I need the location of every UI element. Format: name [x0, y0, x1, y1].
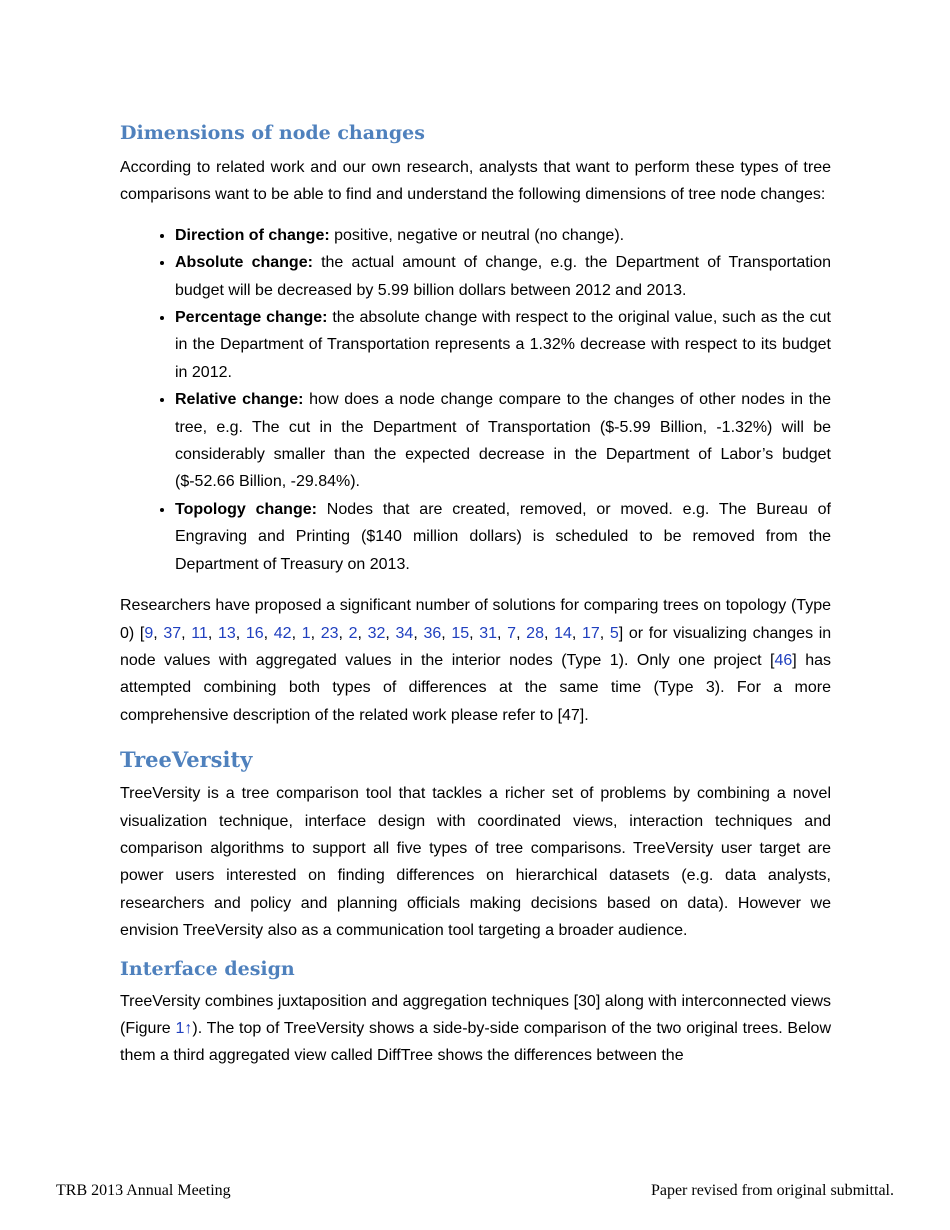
citation-separator: ,	[599, 624, 610, 642]
heading-dimensions: Dimensions of node changes	[120, 122, 425, 144]
citation-separator: ,	[469, 624, 480, 642]
list-item-text: the actual amount of change, e.g. the Department of Transportation budget will be decreased by 5.99 billion dollars between 2012 and 2013.	[175, 254, 832, 299]
researchers-paragraph	[120, 592, 831, 729]
citation-separator: ,	[413, 624, 424, 642]
citation-separator: ,	[153, 624, 164, 642]
paragraph-text: ] has attempted combining both types of differences at the same time (Type 3). For a more comprehensive description of the related work please refer to [47].	[120, 651, 832, 724]
paragraph-text: TreeVersity combines juxtaposition and aggregation techniques [30] along with interconnected views (Figure	[120, 992, 831, 1037]
citation-link[interactable]: 7	[507, 624, 517, 642]
heading-treeversity: TreeVersity	[120, 747, 253, 773]
citation-separator: ,	[543, 624, 555, 642]
citation-separator: ,	[497, 624, 508, 642]
citation-link[interactable]: 17	[581, 624, 600, 642]
list-item	[175, 249, 831, 304]
treeversity-paragraph: TreeVersity is a tree comparison tool that tackles a richer set of problems by combining a novel visualization technique, interface design with coordinated views, interaction techniques and comparison algorithms to support all five types of tree comparisons. TreeVersity user target are power users interested on finding differences on hierarchical datasets (e.g. data analysts, researchers and policy and planning officials making decisions based on data). However we envision TreeVersity also as a communication tool targeting a broader audience.	[120, 785, 831, 940]
citation-separator: ,	[441, 624, 452, 642]
citation-link[interactable]: 14	[554, 624, 572, 642]
citation-link[interactable]: 15	[451, 624, 470, 642]
list-item	[175, 222, 831, 249]
footer-right: Paper revised from original submittal.	[650, 1182, 894, 1199]
interface-paragraph	[120, 988, 831, 1070]
citation-separator: ,	[357, 624, 368, 642]
citation-separator: ,	[235, 624, 246, 642]
citation-link[interactable]: 16	[245, 624, 264, 642]
citation-link[interactable]: 23	[320, 624, 339, 642]
list-item-text: how does a node change compare to the changes of other nodes in the tree, e.g. The cut in the Department of Transportation ($-5.99 Billion, -1.32%) will be considerably smaller than the expected decrease in the Department of Labor’s budget ($-52.66 Billion, -29.84%).	[175, 391, 831, 491]
list-item-label: Direction of change:	[175, 226, 330, 244]
page-content	[120, 119, 831, 1070]
citation-link[interactable]: 36	[423, 624, 442, 642]
citation-separator: ,	[385, 624, 396, 642]
list-item-label: Topology change:	[175, 500, 317, 518]
citation-separator: ,	[516, 624, 527, 642]
citation-link[interactable]: 42	[273, 624, 292, 642]
citation-link[interactable]: 28	[526, 624, 544, 642]
figure-link[interactable]: 1↑	[175, 1019, 193, 1037]
citation-link[interactable]: 37	[163, 624, 182, 642]
paragraph-text: ). The top of TreeVersity shows a side-by-side comparison of the two original trees. Below them a third aggregated view called DiffTree shows the differences between the	[120, 1019, 832, 1065]
list-item-text: positive, negative or neutral (no change).	[329, 226, 625, 244]
citation-separator: ,	[310, 624, 321, 642]
dimensions-list	[120, 222, 831, 578]
citation-separator: ,	[263, 624, 274, 642]
citation-link[interactable]: 9	[144, 624, 154, 642]
citation-separator: ,	[291, 624, 302, 642]
citation-link[interactable]: 13	[217, 624, 236, 642]
citation-link[interactable]: 32	[367, 624, 386, 642]
list-item-label: Percentage change:	[175, 309, 328, 327]
citation-link[interactable]: 5	[609, 624, 619, 642]
paragraph-text: Researchers have proposed a significant number of solutions for comparing trees on topology (Type 0) [	[120, 597, 831, 642]
citation-link[interactable]: 34	[395, 624, 414, 642]
list-item-text: Nodes that are created, removed, or moved. e.g. The Bureau of Engraving and Printing ($140 million dollars) is scheduled to be removed from the Department of Treasury on 2013.	[175, 500, 831, 573]
heading-interface-design: Interface design	[120, 957, 295, 980]
list-item	[175, 496, 831, 578]
citation-link[interactable]: 46	[774, 651, 793, 669]
citation-separator: ,	[571, 624, 582, 642]
citation-link[interactable]: 31	[479, 624, 498, 642]
citation-separator: ,	[207, 624, 218, 642]
list-item	[175, 304, 831, 386]
list-item-text: the absolute change with respect to the original value, such as the cut in the Department of Transportation represents a 1.32% decrease with respect to its budget in 2012.	[175, 309, 831, 381]
list-item-label: Absolute change:	[175, 254, 313, 272]
citation-link[interactable]: 11	[191, 624, 208, 642]
citation-separator: ,	[181, 624, 192, 642]
citation-separator: ,	[338, 624, 349, 642]
dimensions-intro: According to related work and our own research, analysts that want to perform these types of tree comparisons want to be able to find and understand the following dimensions of tree node changes:	[120, 159, 831, 204]
citation-link[interactable]: 1	[301, 624, 311, 642]
citation-link[interactable]: 2	[348, 624, 358, 642]
paragraph-text: ] or for visualizing changes in node values with aggregated values in the interior nodes (Type 1). Only one project [	[120, 624, 832, 669]
list-item-label: Relative change:	[175, 391, 304, 409]
list-item	[175, 386, 831, 496]
footer-left: TRB 2013 Annual Meeting	[56, 1182, 231, 1199]
